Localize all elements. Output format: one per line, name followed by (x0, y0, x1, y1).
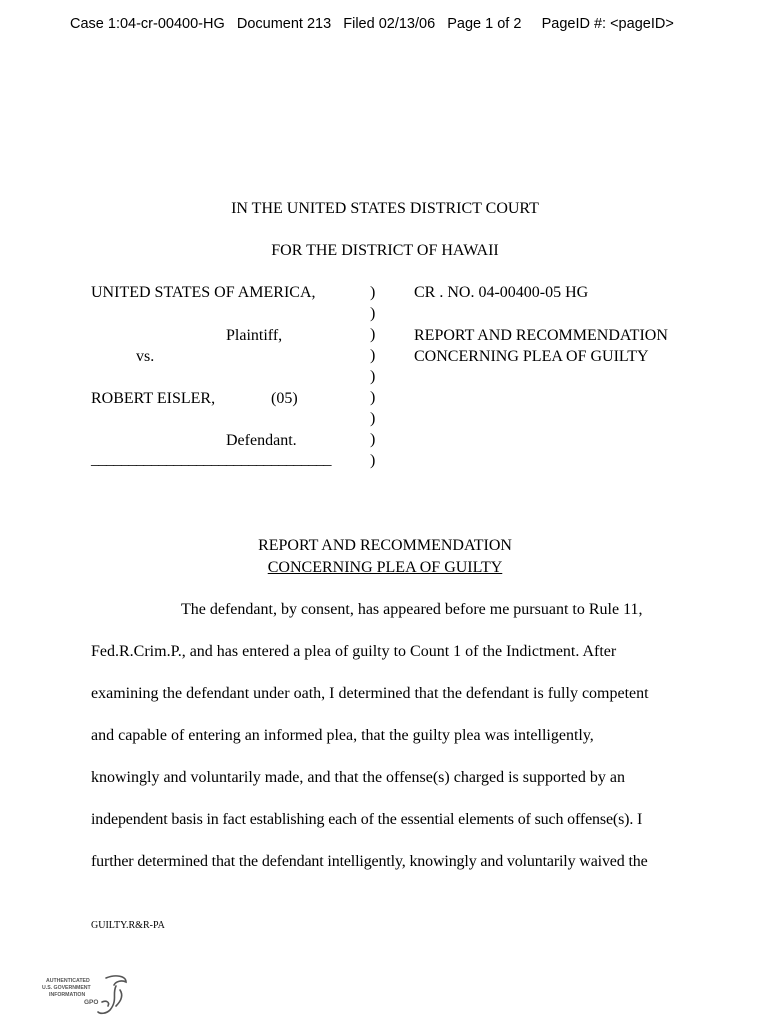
body-line: further determined that the defendant intelligently, knowingly and voluntarily waived the (91, 853, 648, 870)
caption-doc-title-2: CONCERNING PLEA OF GUILTY (414, 348, 649, 365)
seal-line-3: INFORMATION (49, 992, 86, 998)
body-line: Fed.R.Crim.P., and has entered a plea of guilty to Count 1 of the Indictment. After (91, 643, 617, 660)
body-line: examining the defendant under oath, I determined that the defendant is fully competent (91, 685, 649, 702)
caption-paren: ) (370, 452, 376, 469)
seal-line-1: AUTHENTICATED (46, 978, 90, 984)
header-page: Page 1 of 2 (447, 16, 522, 32)
court-district: FOR THE DISTRICT OF HAWAII (271, 242, 499, 259)
caption-paren: ) (370, 389, 376, 406)
document-subtitle-text: CONCERNING PLEA OF GUILTY (267, 559, 503, 576)
plaintiff-name: UNITED STATES OF AMERICA, (91, 284, 316, 301)
defendant-name: ROBERT EISLER, (91, 390, 216, 407)
seal-line-4: GPO (84, 999, 99, 1006)
document-title: REPORT AND RECOMMENDATION (258, 537, 512, 554)
document-subtitle (0, 559, 770, 577)
court-name: IN THE UNITED STATES DISTRICT COURT (231, 200, 539, 217)
header-pageid: PageID #: <pageID> (541, 16, 674, 32)
gpo-authentication-seal (42, 972, 132, 1016)
body-line: knowingly and voluntarily made, and that the offense(s) charged is supported by an (91, 769, 625, 786)
caption-paren: ) (370, 305, 376, 322)
body-line: The defendant, by consent, has appeared before me pursuant to Rule 11, (181, 601, 643, 618)
header-filed: Filed 02/13/06 (343, 16, 436, 32)
caption-paren: ) (370, 431, 376, 448)
footer-code: GUILTY.R&R-PA (91, 920, 165, 931)
caption-paren: ) (370, 284, 376, 301)
header-document: Document 213 (236, 16, 332, 32)
filing-header (70, 16, 674, 32)
caption-paren: ) (370, 347, 376, 364)
body-line: and capable of entering an informed plea, that the guilty plea was intelligently, (91, 727, 594, 744)
header-case: Case 1:04-cr-00400-HG (70, 16, 225, 32)
versus-label: vs. (136, 348, 155, 365)
caption-paren: ) (370, 410, 376, 427)
body-line: independent basis in fact establishing each of the essential elements of such offense(s). I (91, 811, 643, 828)
defendant-role: Defendant. (226, 432, 297, 449)
case-number: CR . NO. 04-00400-05 HG (414, 284, 589, 301)
defendant-number: (05) (271, 390, 298, 407)
caption-doc-title-1: REPORT AND RECOMMENDATION (414, 327, 668, 344)
caption-rule: ________________________________ (91, 451, 331, 468)
caption-paren: ) (370, 368, 376, 385)
plaintiff-role: Plaintiff, (226, 327, 283, 344)
caption-paren: ) (370, 326, 376, 343)
eagle-icon (98, 976, 126, 1013)
seal-line-2: U.S. GOVERNMENT (42, 985, 91, 991)
